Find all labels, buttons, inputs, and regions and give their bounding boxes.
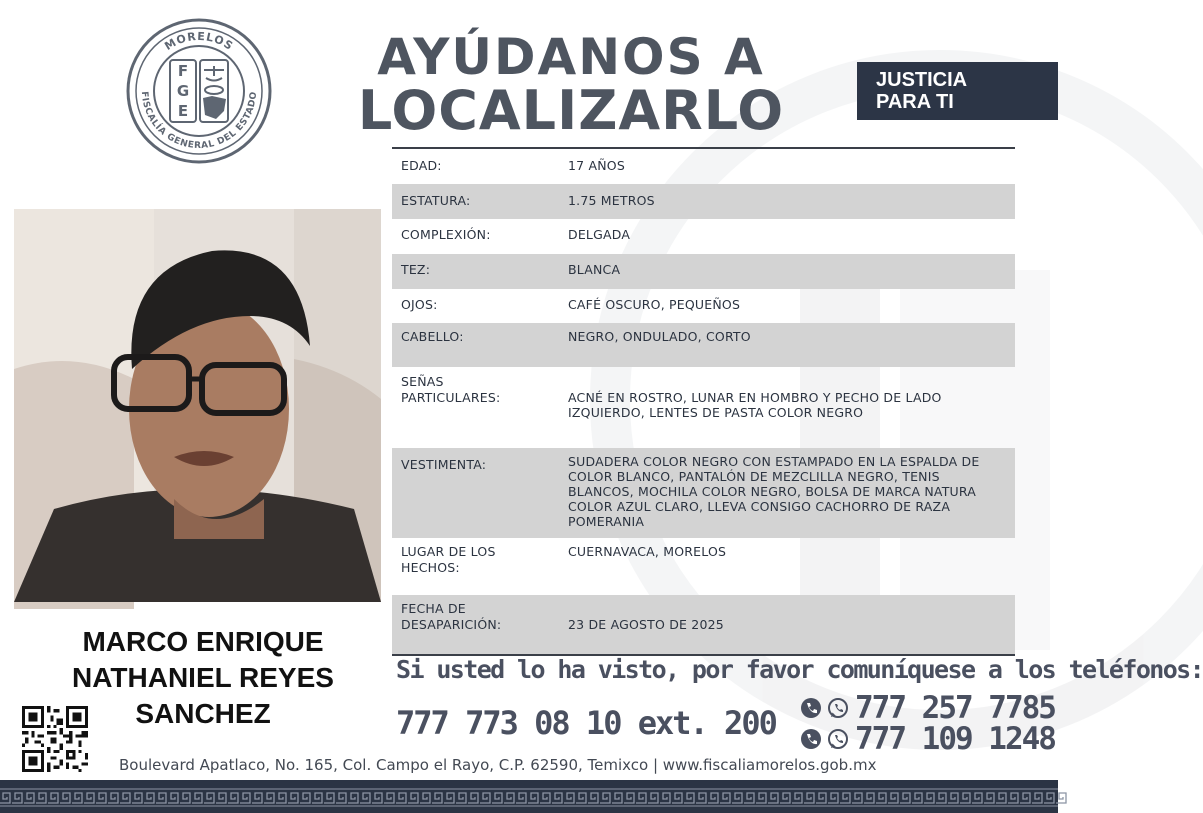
label-fecha: FECHA DE DESAPARICIÓN: (401, 601, 502, 632)
value-ojos: CAFÉ OSCURO, PEQUEÑOS (568, 297, 741, 312)
row-ojos (392, 289, 1015, 323)
label-edad: EDAD: (401, 158, 442, 173)
phone-icon (800, 728, 822, 750)
name-line3: SANCHEZ (135, 698, 271, 729)
greca-pattern (0, 787, 1058, 807)
whatsapp-icon (827, 697, 849, 719)
person-name (40, 624, 366, 732)
value-edad: 17 AÑOS (568, 158, 625, 173)
person-photo (14, 209, 381, 602)
logo-letter-g: G (176, 82, 190, 100)
row-vestimenta (392, 448, 1015, 538)
value-estatura: 1.75 METROS (568, 193, 655, 208)
value-lugar: CUERNAVACA, MORELOS (568, 544, 727, 559)
value-senas: ACNÉ EN ROSTRO, LUNAR EN HOMBRO Y PECHO DE LADO IZQUIERDO, LENTES DE PASTA COLOR NEGRO (568, 390, 942, 420)
label-estatura: ESTATURA: (401, 193, 471, 208)
name-line2: NATHANIEL REYES (72, 662, 334, 693)
row-estatura (392, 184, 1015, 219)
phone-1[interactable] (800, 690, 1055, 726)
phone-2[interactable] (800, 721, 1055, 757)
label-complexion: COMPLEXIÓN: (401, 227, 491, 242)
row-complexion (392, 219, 1015, 254)
fge-seal-logo (126, 18, 272, 164)
logo-letter-e: E (177, 102, 189, 120)
info-table (392, 147, 1015, 656)
row-fecha (392, 595, 1015, 654)
phone-1-number: 777 257 7785 (855, 690, 1055, 726)
value-vestimenta: SUDADERA COLOR NEGRO CON ESTAMPADO EN LA ESPALDA DE COLOR BLANCO, PANTALÓN DE MEZCLILLA NEGRO, TENIS BLANCOS, MOCHILA COLOR NEGRO, BOLSA DE MARCA NATURA COLOR AZUL CLARO, LLEVA CONSIGO CACHORRO DE RAZA POMERANIA (568, 454, 980, 529)
row-cabello (392, 323, 1015, 367)
badge-line2: PARA TI (876, 91, 954, 113)
value-tez: BLANCA (568, 262, 621, 277)
value-complexion: DELGADA (568, 227, 631, 242)
label-lugar: LUGAR DE LOS HECHOS: (401, 544, 496, 575)
headline-line1: AYÚDANOS A (377, 28, 765, 86)
value-cabello: NEGRO, ONDULADO, CORTO (568, 329, 751, 344)
contact-prompt: Si usted lo ha visto, por favor comuníquese a los teléfonos: (396, 655, 1203, 684)
main-phone[interactable]: 777 773 08 10 ext. 200 (396, 704, 776, 742)
whatsapp-icon (827, 728, 849, 750)
headline (356, 28, 786, 142)
row-tez (392, 254, 1015, 289)
logo-ring-text: FISCALÍA GENERAL DEL ESTADO (138, 90, 260, 152)
badge-line1: JUSTICIA (876, 69, 968, 91)
footer-band (0, 780, 1058, 813)
phone-2-number: 777 109 1248 (855, 721, 1055, 757)
qr-code-icon[interactable] (22, 706, 88, 772)
label-vestimenta: VESTIMENTA: (401, 457, 487, 472)
logo-letter-f: F (177, 62, 189, 80)
logo-top-text: MORELOS (162, 29, 236, 54)
phone-icon (800, 697, 822, 719)
address-line: Boulevard Apatlaco, No. 165, Col. Campo el Rayo, C.P. 62590, Temixco | www.fiscaliamorelos.gob.mx (119, 756, 877, 774)
row-edad (392, 149, 1015, 184)
label-senas: SEÑAS PARTICULARES: (401, 374, 501, 405)
label-tez: TEZ: (401, 262, 431, 277)
label-ojos: OJOS: (401, 297, 438, 312)
row-lugar (392, 538, 1015, 595)
row-senas (392, 367, 1015, 448)
justicia-badge (857, 62, 1058, 120)
value-fecha: 23 DE AGOSTO DE 2025 (568, 617, 724, 632)
headline-line2: LOCALIZARLO (357, 79, 785, 142)
name-line1: MARCO ENRIQUE (82, 626, 324, 657)
label-cabello: CABELLO: (401, 329, 464, 344)
